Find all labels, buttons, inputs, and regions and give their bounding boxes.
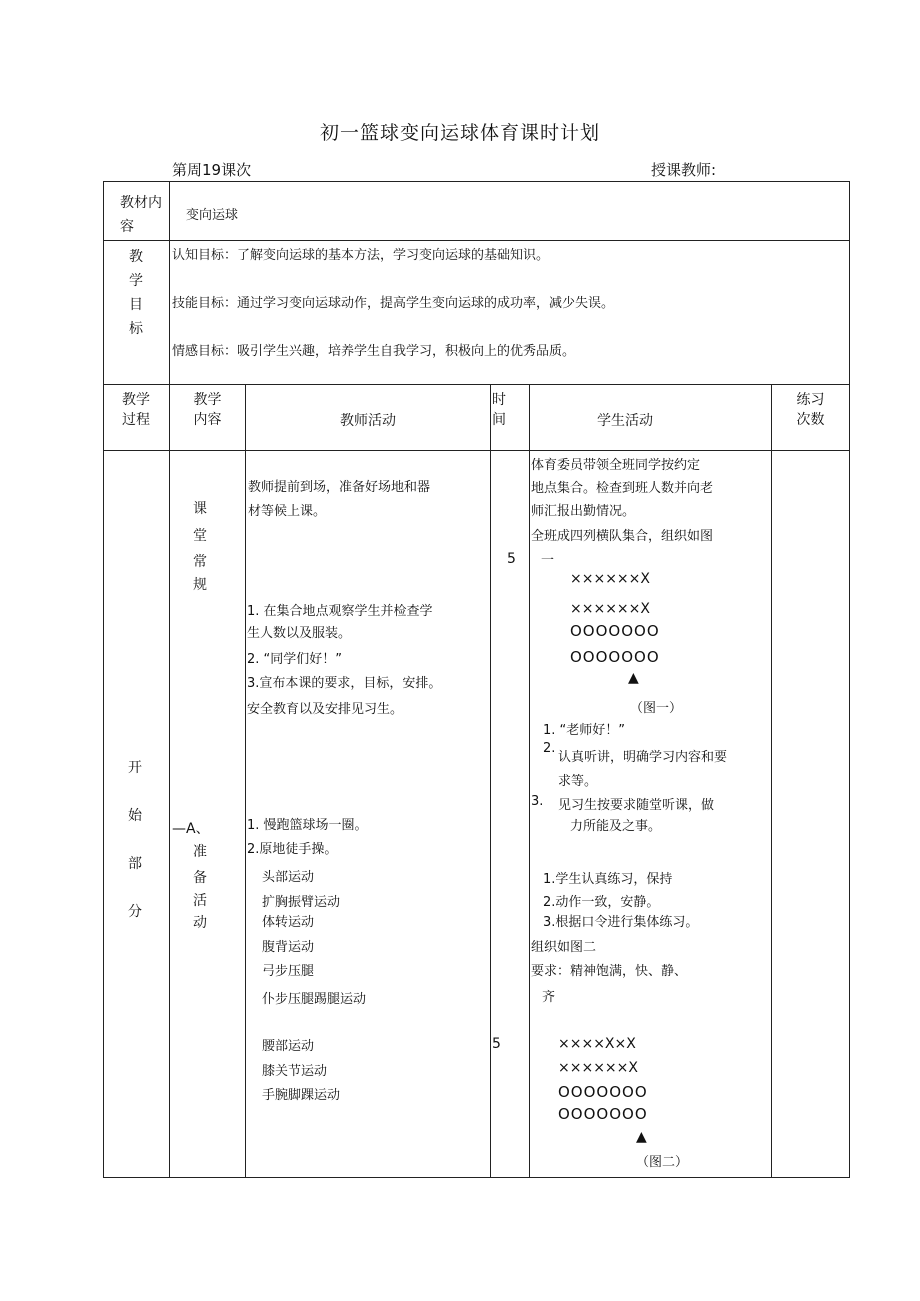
goals-label-char: 目	[129, 297, 143, 313]
header-time	[492, 390, 506, 430]
student-text: 地点集合。检查到班人数并向老	[531, 481, 714, 496]
header-time-line2: 间	[492, 412, 506, 428]
student-text: 师汇报出勤情况。	[531, 504, 636, 519]
exercise-item: 头部运动	[262, 870, 315, 885]
student-text: 要求：精神饱满，快、静、	[531, 964, 688, 979]
phase-char: 开	[128, 760, 142, 776]
prep-char: 备	[193, 870, 207, 886]
student-text: 3.	[531, 794, 544, 809]
phase-char: 分	[128, 904, 142, 920]
exercise-item: 弓步压腿	[262, 964, 315, 979]
figure-caption: （图一）	[630, 701, 683, 716]
goal-skill: 技能目标：通过学习变向运球动作，提高学生变向运球的成功率，减少失误。	[172, 296, 615, 311]
header-content-line2: 内容	[193, 412, 222, 428]
teacher-text: 教师提前到场，准备好场地和器	[248, 480, 431, 495]
formation-row: ××××××X	[570, 601, 650, 617]
time-value: 5	[507, 551, 516, 567]
student-text: 认真听讲，明确学习内容和要	[558, 750, 728, 765]
exercise-item: 扩胸振臂运动	[262, 895, 341, 910]
student-text: 见习生按要求随堂听课，做	[558, 798, 715, 813]
figure-caption: （图二）	[636, 1155, 689, 1170]
exercise-item: 腰部运动	[262, 1039, 315, 1054]
formation-row: ××××××X	[570, 571, 650, 587]
phase-char: 始	[128, 808, 142, 824]
exercise-item: 膝关节运动	[262, 1064, 328, 1079]
teacher-marker-icon: ▲	[636, 1129, 647, 1145]
goals-label	[104, 245, 168, 341]
prep-char: 活	[193, 893, 207, 909]
header-content	[170, 390, 245, 430]
exercise-item: 仆步压腿踢腿运动	[262, 992, 367, 1007]
exercise-item: 体转运动	[262, 915, 315, 930]
formation-row: ××××X×X	[558, 1036, 636, 1052]
prep-char: 动	[193, 915, 207, 931]
teacher-text: 2.原地徒手操。	[247, 842, 338, 857]
header-practice	[772, 390, 849, 430]
formation-row: OOOOOOO	[570, 622, 660, 640]
goal-cognitive: 认知目标：了解变向运球的基本方法，学习变向运球的基础知识。	[172, 248, 550, 263]
teacher-text: 1. 在集合地点观察学生并检查学	[247, 604, 433, 619]
prep-mark: —A、	[172, 821, 210, 837]
header-practice-line1: 练习	[796, 392, 825, 408]
student-text: 1.学生认真练习，保持	[543, 872, 673, 887]
header-student: 学生活动	[597, 413, 653, 429]
formation-row: OOOOOOO	[558, 1105, 648, 1123]
formation-row: OOOOOOO	[558, 1083, 648, 1101]
material-label-line2: 容	[120, 219, 134, 235]
phase-char: 部	[128, 856, 142, 872]
goals-label-char: 标	[129, 321, 143, 337]
material-content: 变向运球	[186, 208, 239, 223]
material-label-line1: 教材内	[120, 195, 162, 211]
student-text: 3.根据口令进行集体练习。	[543, 915, 699, 930]
student-text: 求等。	[558, 774, 598, 789]
header-content-line1: 教学	[193, 392, 222, 408]
header-process	[104, 390, 168, 430]
student-text: 体育委员带领全班同学按约定	[531, 458, 701, 473]
teacher-label: 授课教师:	[651, 161, 717, 179]
student-text: 齐	[542, 990, 556, 1005]
teacher-text: 2. “同学们好！”	[247, 652, 343, 667]
goals-label-char: 教	[129, 249, 143, 265]
teacher-text: 生人数以及服装。	[247, 626, 352, 641]
routine-char: 规	[193, 577, 207, 593]
goals-label-char: 学	[129, 273, 143, 289]
exercise-item: 腹背运动	[262, 940, 315, 955]
prep-char: 准	[193, 844, 207, 860]
page-title: 初一篮球变向运球体育课时计划	[319, 122, 600, 144]
teacher-text: 材等候上课。	[248, 504, 327, 519]
teacher-text: 1. 慢跑篮球场一圈。	[247, 818, 368, 833]
teacher-text: 3.宣布本课的要求，目标，安排。	[247, 676, 442, 691]
header-time-line1: 时	[492, 392, 506, 408]
student-text: 全班成四列横队集合，组织如图	[531, 529, 714, 544]
lesson-number: 第周19课次	[172, 161, 252, 179]
student-text: 2.动作一致，安静。	[543, 895, 660, 910]
header-teacher: 教师活动	[340, 413, 396, 429]
header-practice-line2: 次数	[796, 412, 825, 428]
student-text: 1. “老师好！”	[543, 723, 626, 738]
teacher-text: 安全教育以及安排见习生。	[247, 702, 404, 717]
formation-row: OOOOOOO	[570, 648, 660, 666]
header-process-line2: 过程	[122, 412, 150, 428]
routine-char: 常	[193, 554, 207, 570]
routine-char: 堂	[193, 528, 207, 544]
teacher-marker-icon: ▲	[628, 670, 639, 686]
student-text: 力所能及之事。	[570, 819, 662, 834]
formation-row: ××××××X	[558, 1060, 638, 1076]
student-text: 2.	[543, 741, 556, 756]
routine-char: 课	[193, 501, 207, 517]
time-value: 5	[492, 1036, 501, 1052]
student-text: 组织如图二	[531, 940, 597, 955]
student-text: 一	[541, 553, 555, 568]
header-process-line1: 教学	[122, 392, 150, 408]
exercise-item: 手腕脚踝运动	[262, 1088, 341, 1103]
goal-emotion: 情感目标：吸引学生兴趣，培养学生自我学习，积极向上的优秀品质。	[172, 344, 576, 359]
